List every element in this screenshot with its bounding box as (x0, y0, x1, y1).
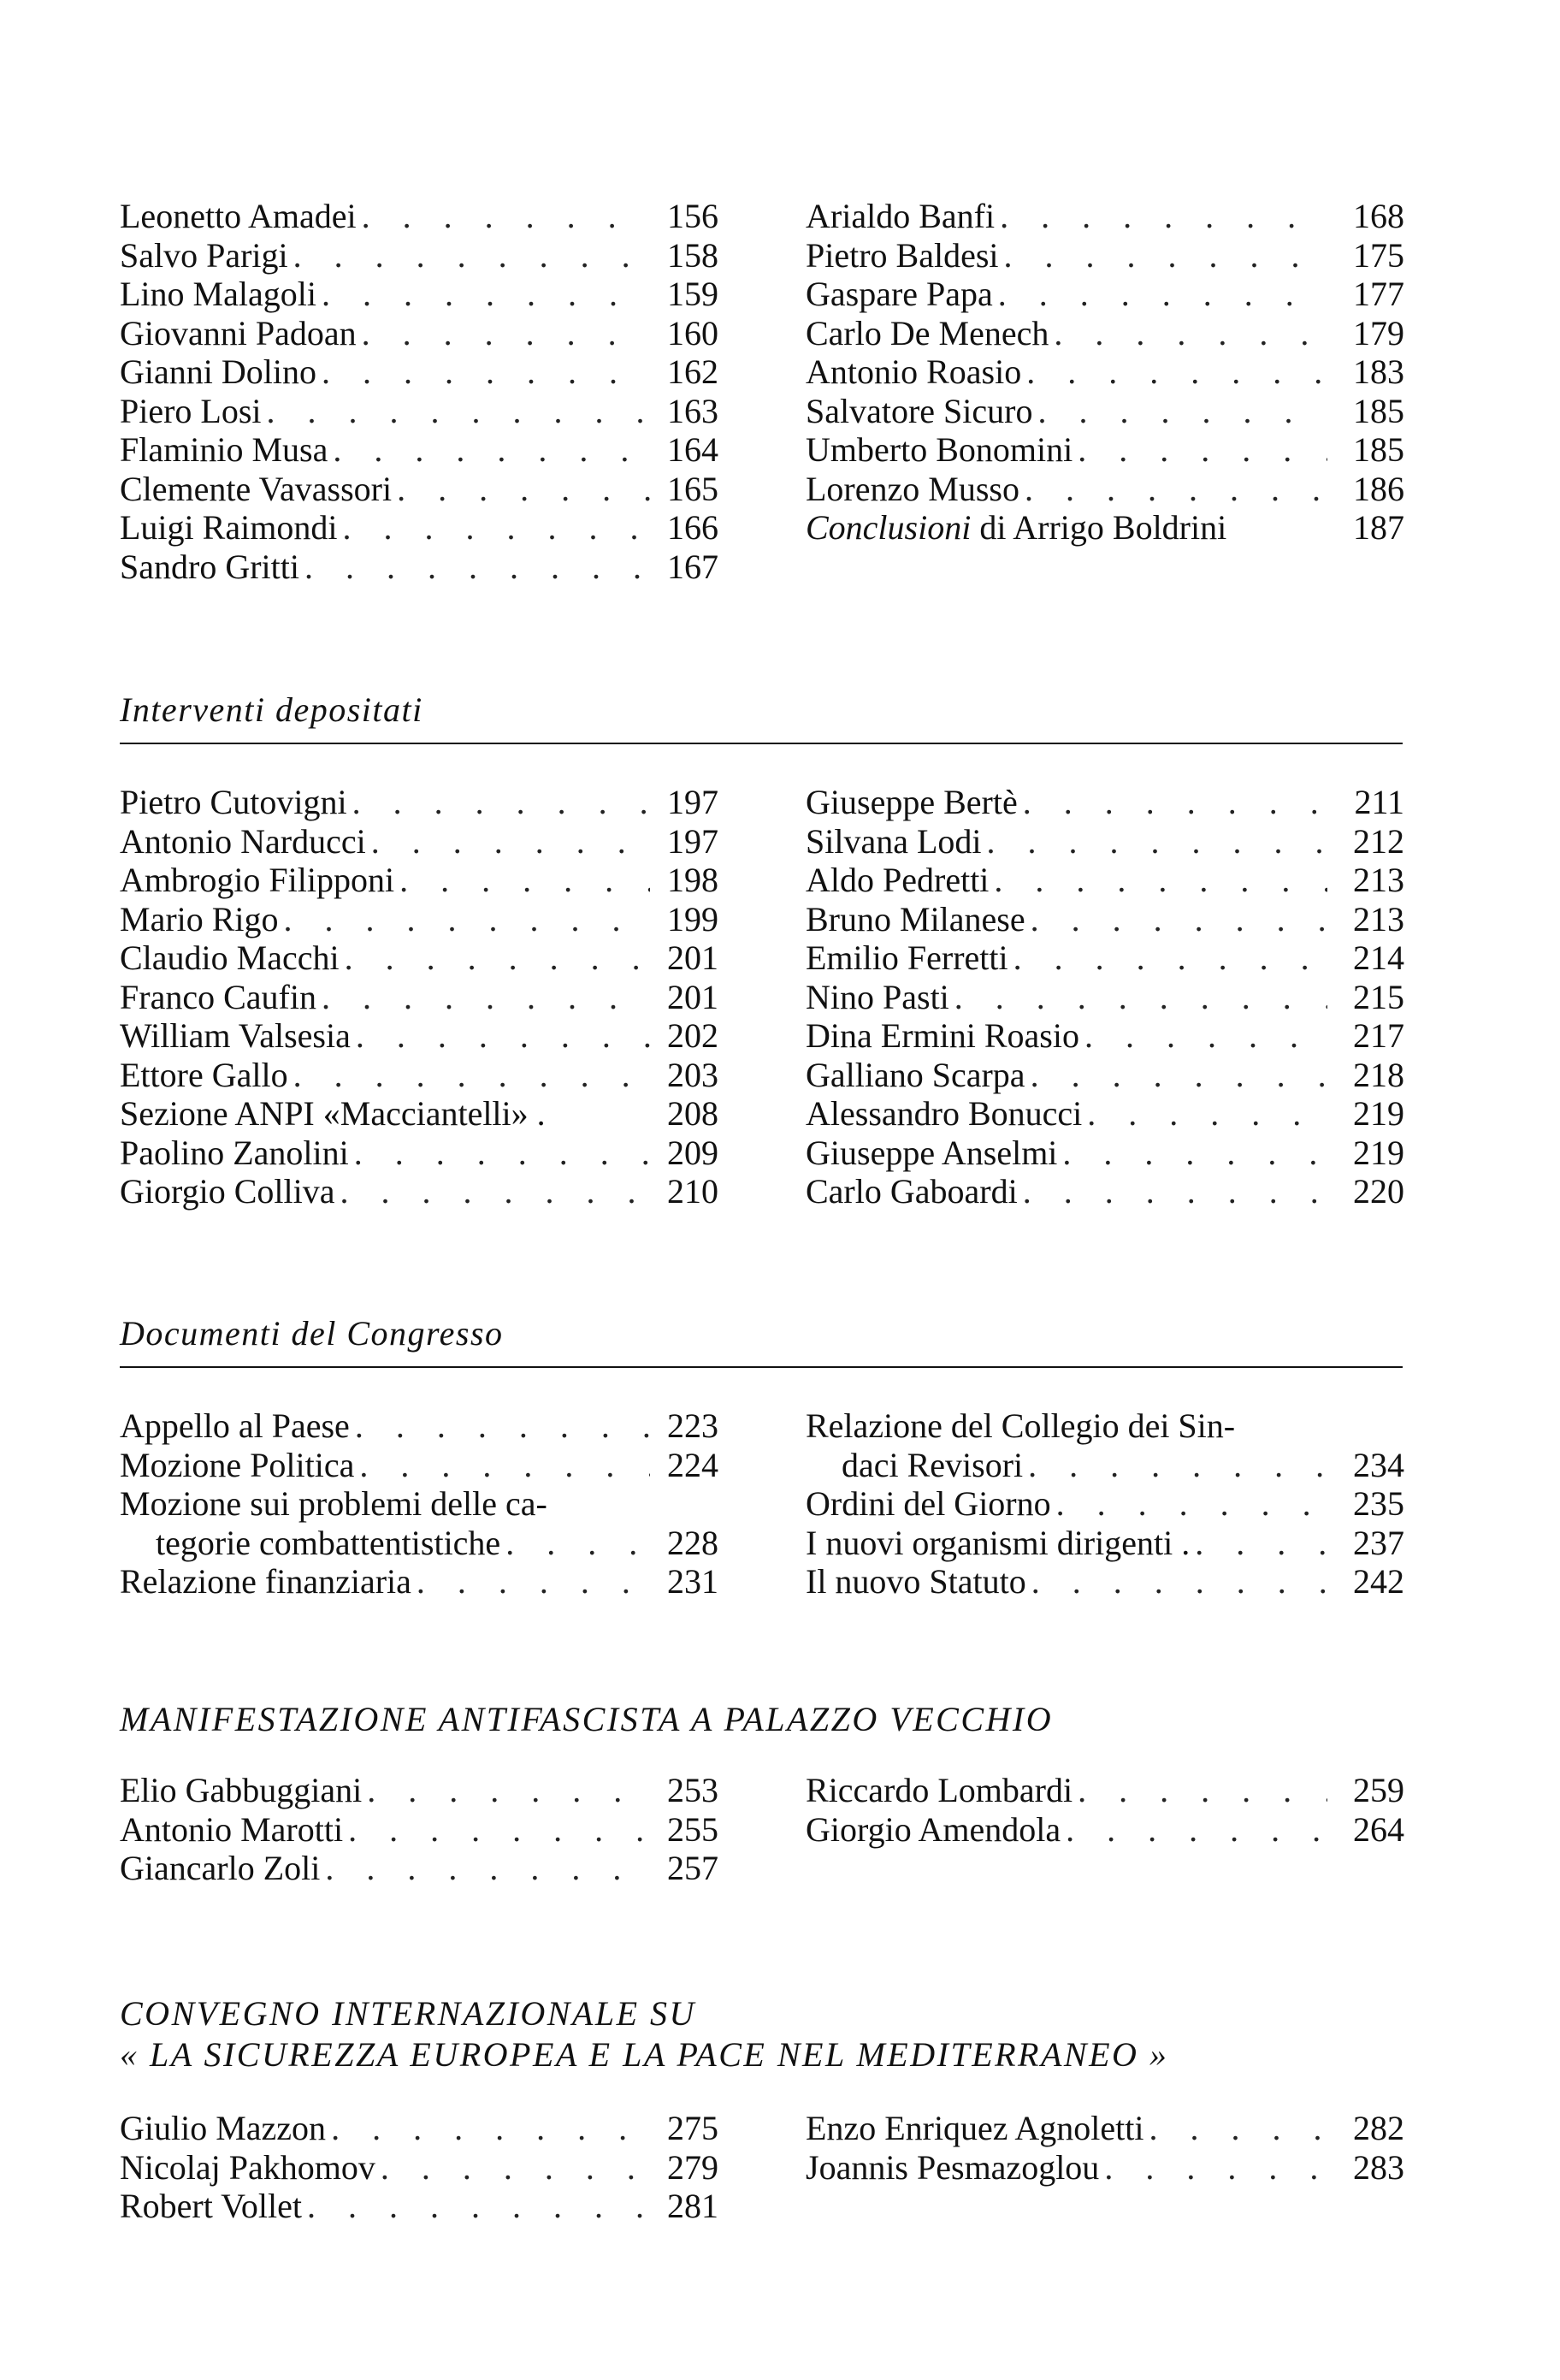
documents-right-column (806, 1406, 1404, 1601)
toc-entry (120, 314, 718, 353)
entry-page: 163 (667, 391, 718, 430)
entry-name: Relazione finanziaria (120, 1562, 411, 1601)
toc-entry (806, 783, 1404, 822)
deposited-right-column (806, 783, 1404, 1211)
toc-entry (120, 508, 718, 548)
toc-entry (120, 900, 718, 939)
entry-name: Alessandro Bonucci (806, 1094, 1083, 1133)
leader-dots (1021, 352, 1327, 392)
entry-name: Ambrogio Filipponi (120, 861, 395, 899)
leader-dots (334, 1172, 650, 1211)
entry-page: 228 (667, 1523, 718, 1562)
toc-entry (120, 2109, 718, 2148)
manifestation-right-column (806, 1771, 1404, 1849)
entry-name: Flaminio Musa (120, 430, 328, 469)
entry-page: 213 (1353, 861, 1404, 899)
entry-page: 201 (667, 977, 718, 1016)
entry-page: 165 (667, 469, 718, 508)
leader-dots (949, 978, 1327, 1017)
leader-dots (328, 430, 650, 470)
toc-entry (120, 352, 718, 392)
entry-name: Piero Losi (120, 391, 262, 430)
toc-entry (120, 197, 718, 236)
leader-dots (999, 236, 1327, 275)
entry-page: 214 (1353, 938, 1404, 977)
entry-page: 162 (667, 352, 718, 391)
entry-name: Salvo Parigi (120, 235, 288, 275)
toc-entry (806, 1446, 1404, 1485)
entry-page: 253 (667, 1771, 718, 1809)
entry-page: 223 (667, 1406, 718, 1445)
entry-page: 224 (667, 1445, 718, 1484)
toc-entry (120, 430, 718, 470)
toc-entry (806, 2109, 1404, 2148)
toc-entry (806, 314, 1404, 353)
entry-page: 281 (667, 2187, 718, 2225)
entry-page: 199 (667, 899, 718, 938)
entry-name: Il nuovo Statuto (806, 1562, 1026, 1601)
entry-name: Riccardo Lombardi (806, 1771, 1073, 1809)
leader-dots (1033, 392, 1328, 431)
leader-dots (362, 1771, 650, 1810)
toc-entry (806, 900, 1404, 939)
entry-name: daci Revisori (842, 1445, 1024, 1484)
leader-dots (316, 352, 650, 392)
entry-name: Emilio Ferretti (806, 938, 1008, 977)
entry-name: Giorgio Amendola (806, 1809, 1061, 1849)
leader-dots (1072, 1771, 1327, 1810)
leader-dots (411, 1562, 650, 1601)
toc-entry (120, 861, 718, 900)
entry-name: Sandro Gritti (120, 547, 299, 586)
leader-dots (1018, 1172, 1327, 1211)
leader-dots (349, 1134, 650, 1173)
conference-right-column (806, 2109, 1404, 2187)
speeches-right-column (806, 197, 1404, 548)
entry-name: Nicolaj Pakhomov (120, 2147, 375, 2187)
entry-name: tegorie combattentistiche (156, 1523, 501, 1562)
leader-dots (993, 275, 1327, 314)
entry-name: I nuovi organismi dirigenti . (806, 1523, 1191, 1562)
entry-page: 197 (667, 783, 718, 821)
leader-dots (1026, 1562, 1327, 1601)
leader-dots (299, 548, 650, 587)
entry-name: Antonio Narducci (120, 821, 366, 861)
entry-page: 208 (667, 1094, 718, 1133)
toc-entry (806, 236, 1404, 275)
leader-dots (1061, 1810, 1327, 1850)
toc-entry (806, 430, 1404, 470)
toc-entry (120, 822, 718, 861)
leader-dots (1190, 1524, 1327, 1563)
entry-page: 259 (1353, 1771, 1404, 1809)
toc-entry (806, 1562, 1404, 1601)
entry-name: Paolino Zanolini (120, 1133, 349, 1172)
leader-dots (351, 1016, 650, 1056)
entry-page: 159 (667, 275, 718, 313)
entry-page: 215 (1353, 977, 1404, 1016)
entry-name: Giancarlo Zoli (120, 1849, 321, 1887)
toc-entry (120, 1134, 718, 1173)
leader-dots (1051, 1484, 1327, 1524)
leader-dots (288, 236, 650, 275)
section-title-convegno: CONVEGNO INTERNAZIONALE SU (120, 1994, 696, 2033)
entry-page: 237 (1353, 1523, 1404, 1562)
entry-name (806, 508, 1226, 548)
entry-page: 264 (1353, 1809, 1404, 1849)
toc-entry (806, 2148, 1404, 2188)
leader-dots (1023, 1446, 1327, 1485)
leader-dots (1049, 314, 1327, 353)
entry-name: Salvatore Sicuro (806, 391, 1033, 430)
toc-entry (120, 1446, 718, 1485)
leader-dots (1082, 1094, 1327, 1134)
leader-dots (326, 2109, 650, 2148)
entry-page: 242 (1353, 1562, 1404, 1601)
leader-dots (1018, 783, 1327, 822)
entry-name: Joannis Pesmazoglou (806, 2147, 1100, 2187)
leader-dots (354, 1446, 650, 1485)
entry-name: Franco Caufin (120, 977, 316, 1016)
entry-page: 158 (667, 235, 718, 275)
toc-entry (806, 1771, 1404, 1810)
entry-page: 257 (667, 1849, 718, 1887)
toc-entry (806, 1134, 1404, 1173)
leader-dots (1025, 1056, 1327, 1095)
entry-name-rest: di Arrigo Boldrini (971, 508, 1227, 547)
leader-dots (337, 508, 650, 548)
entry-page: 185 (1353, 430, 1404, 469)
entry-name: Lino Malagoli (120, 275, 316, 313)
section-title-manifestazione: MANIFESTAZIONE ANTIFASCISTA A PALAZZO VECCHIO (120, 1700, 1054, 1738)
entry-name: Giuseppe Bertè (806, 783, 1018, 821)
entry-page: 164 (667, 430, 718, 469)
entry-name: Appello al Paese (120, 1406, 350, 1445)
leader-dots (989, 861, 1327, 900)
entry-page: 218 (1353, 1055, 1404, 1094)
section-rule (120, 743, 1403, 744)
entry-page: 156 (667, 197, 718, 235)
entry-name: Mozione Politica (120, 1445, 355, 1484)
entry-page: 255 (667, 1809, 718, 1849)
toc-entry (806, 1484, 1404, 1524)
leader-dots (350, 1406, 650, 1446)
section-title-interventi: Interventi depositati (120, 690, 423, 729)
entry-page: 217 (1353, 1016, 1404, 1055)
toc-entry (806, 1056, 1404, 1095)
entry-name: Antonio Roasio (806, 352, 1022, 391)
entry-page: 279 (667, 2147, 718, 2187)
entry-page: 202 (667, 1016, 718, 1055)
entry-page: 168 (1353, 197, 1404, 235)
entry-page: 186 (1353, 469, 1404, 508)
entry-page: 175 (1353, 235, 1404, 275)
entry-name: Claudio Macchi (120, 938, 340, 977)
toc-entry (120, 392, 718, 431)
toc-entry (806, 1172, 1404, 1211)
entry-page: 219 (1353, 1133, 1404, 1172)
entry-name: Gaspare Papa (806, 275, 993, 313)
toc-entry (806, 822, 1404, 861)
entry-name: Galliano Scarpa (806, 1055, 1025, 1094)
entry-page: 187 (1353, 508, 1404, 547)
entry-page: 203 (667, 1055, 718, 1094)
leader-dots (1072, 430, 1327, 470)
entry-page: 209 (667, 1133, 718, 1172)
toc-entry (806, 1094, 1404, 1134)
section-rule (120, 1366, 1403, 1368)
entry-name: Mozione sui problemi delle ca- (120, 1484, 547, 1523)
entry-name: Gianni Dolino (120, 352, 316, 391)
leader-dots (1019, 470, 1327, 509)
toc-entry (120, 1406, 718, 1446)
entry-page: 197 (667, 821, 718, 861)
entry-name: Giovanni Padoan (120, 313, 357, 352)
entry-page: 231 (667, 1562, 718, 1601)
toc-entry (806, 275, 1404, 314)
entry-page: 283 (1353, 2147, 1404, 2187)
toc-entry (806, 1524, 1404, 1563)
entry-name: Aldo Pedretti (806, 861, 990, 899)
toc-entry (806, 978, 1404, 1017)
entry-page: 198 (667, 861, 718, 899)
entry-page: 210 (667, 1172, 718, 1211)
leader-dots (1099, 2148, 1327, 2188)
leader-dots (375, 2148, 650, 2188)
section-title-documenti: Documenti del Congresso (120, 1314, 504, 1353)
entry-name: Umberto Bonomini (806, 430, 1073, 469)
leader-dots (279, 900, 650, 939)
toc-entry (120, 1172, 718, 1211)
entry-page: 185 (1353, 391, 1404, 430)
entry-page: 235 (1353, 1484, 1404, 1523)
manifestation-left-column (120, 1771, 718, 1888)
leader-dots (1008, 938, 1327, 978)
leader-dots (357, 197, 650, 236)
leader-dots (995, 197, 1327, 236)
entry-page: 177 (1353, 275, 1404, 313)
toc-entry (120, 470, 718, 509)
leader-dots (1057, 1134, 1327, 1173)
entry-name: Ordini del Giorno (806, 1484, 1051, 1523)
entry-name-italic: Conclusioni (806, 508, 972, 547)
toc-entry (120, 548, 718, 587)
entry-name: Ettore Gallo (120, 1055, 288, 1094)
entry-name: Leonetto Amadei (120, 197, 357, 235)
toc-entry (806, 470, 1404, 509)
leader-dots (394, 861, 650, 900)
entry-name: Lorenzo Musso (806, 469, 1019, 508)
entry-page: 220 (1353, 1172, 1404, 1211)
toc-entry (120, 978, 718, 1017)
leader-dots (500, 1524, 650, 1563)
entry-page: 167 (667, 547, 718, 586)
entry-name: Luigi Raimondi (120, 508, 338, 547)
leader-dots (288, 1056, 650, 1095)
entry-page: 211 (1354, 783, 1404, 821)
toc-entry (120, 1094, 718, 1134)
entry-page: 234 (1353, 1445, 1404, 1484)
entry-page: 160 (667, 313, 718, 352)
entry-name: William Valsesia (120, 1016, 351, 1055)
toc-entry (806, 392, 1404, 431)
toc-entry (806, 1016, 1404, 1056)
leader-dots (357, 314, 650, 353)
entry-name: Relazione del Collegio dei Sin- (806, 1406, 1236, 1445)
section-subtitle-convegno: « LA SICUREZZA EUROPEA E LA PACE NEL MEDITERRANEO » (120, 2035, 1169, 2074)
toc-entry (120, 783, 718, 822)
toc-entry (120, 1849, 718, 1888)
entry-name: Robert Vollet (120, 2187, 302, 2225)
entry-page: 275 (667, 2109, 718, 2147)
entry-name: Carlo De Menech (806, 313, 1049, 352)
leader-dots (316, 275, 650, 314)
entry-name: Antonio Marotti (120, 1809, 344, 1849)
entry-page: 213 (1353, 899, 1404, 938)
entry-name: Arialdo Banfi (806, 197, 996, 235)
leader-dots (1025, 900, 1327, 939)
toc-entry (806, 352, 1404, 392)
leader-dots (982, 822, 1327, 861)
entry-name: Clemente Vavassori (120, 469, 393, 508)
entry-name: Silvana Lodi (806, 821, 982, 861)
toc-entry (120, 1771, 718, 1810)
leader-dots (316, 978, 650, 1017)
toc-entry-conclusions (806, 508, 1404, 548)
entry-page: 179 (1353, 313, 1404, 352)
deposited-left-column (120, 783, 718, 1211)
entry-name: Nino Pasti (806, 977, 949, 1016)
toc-entry (806, 938, 1404, 978)
toc-entry (806, 197, 1404, 236)
entry-name: Giorgio Colliva (120, 1172, 335, 1211)
entry-name: Sezione ANPI «Macciantelli» . (120, 1094, 546, 1133)
entry-page: 212 (1353, 821, 1404, 861)
leader-dots (320, 1849, 650, 1888)
entry-page: 201 (667, 938, 718, 977)
toc-entry (806, 1810, 1404, 1850)
toc-entry (120, 938, 718, 978)
entry-name: Giuseppe Anselmi (806, 1133, 1058, 1172)
entry-name: Enzo Enriquez Agnoletti (806, 2109, 1144, 2147)
leader-dots (1143, 2109, 1327, 2148)
toc-entry (120, 275, 718, 314)
entry-name: Giulio Mazzon (120, 2109, 327, 2147)
entry-name: Pietro Cutovigni (120, 783, 347, 821)
leader-dots (343, 1810, 650, 1850)
documents-left-column (120, 1406, 718, 1601)
toc-entry (120, 2187, 718, 2226)
conference-left-column (120, 2109, 718, 2226)
entry-name: Dina Ermini Roasio (806, 1016, 1079, 1055)
toc-entry (120, 1056, 718, 1095)
entry-page: 183 (1353, 352, 1404, 391)
speeches-left-column (120, 197, 718, 586)
toc-entry (120, 2148, 718, 2188)
leader-dots (347, 783, 650, 822)
entry-name: Bruno Milanese (806, 899, 1025, 938)
leader-dots (262, 392, 650, 431)
entry-name: Carlo Gaboardi (806, 1172, 1018, 1211)
entry-name: Pietro Baldesi (806, 235, 999, 275)
entry-page: 166 (667, 508, 718, 547)
leader-dots (1079, 1016, 1327, 1056)
entry-page: 282 (1353, 2109, 1404, 2147)
toc-entry (806, 1406, 1404, 1446)
toc-entry (120, 1562, 718, 1601)
toc-entry (806, 861, 1404, 900)
toc-entry (120, 1484, 718, 1524)
toc-entry (120, 1524, 718, 1563)
entry-page: 219 (1353, 1094, 1404, 1133)
entry-name: Elio Gabbuggiani (120, 1771, 363, 1809)
leader-dots (392, 470, 650, 509)
leader-dots (366, 822, 650, 861)
toc-entry (120, 236, 718, 275)
toc-entry (120, 1810, 718, 1850)
toc-entry (120, 1016, 718, 1056)
entry-name: Mario Rigo (120, 899, 279, 938)
leader-dots (340, 938, 650, 978)
leader-dots (302, 2187, 650, 2226)
